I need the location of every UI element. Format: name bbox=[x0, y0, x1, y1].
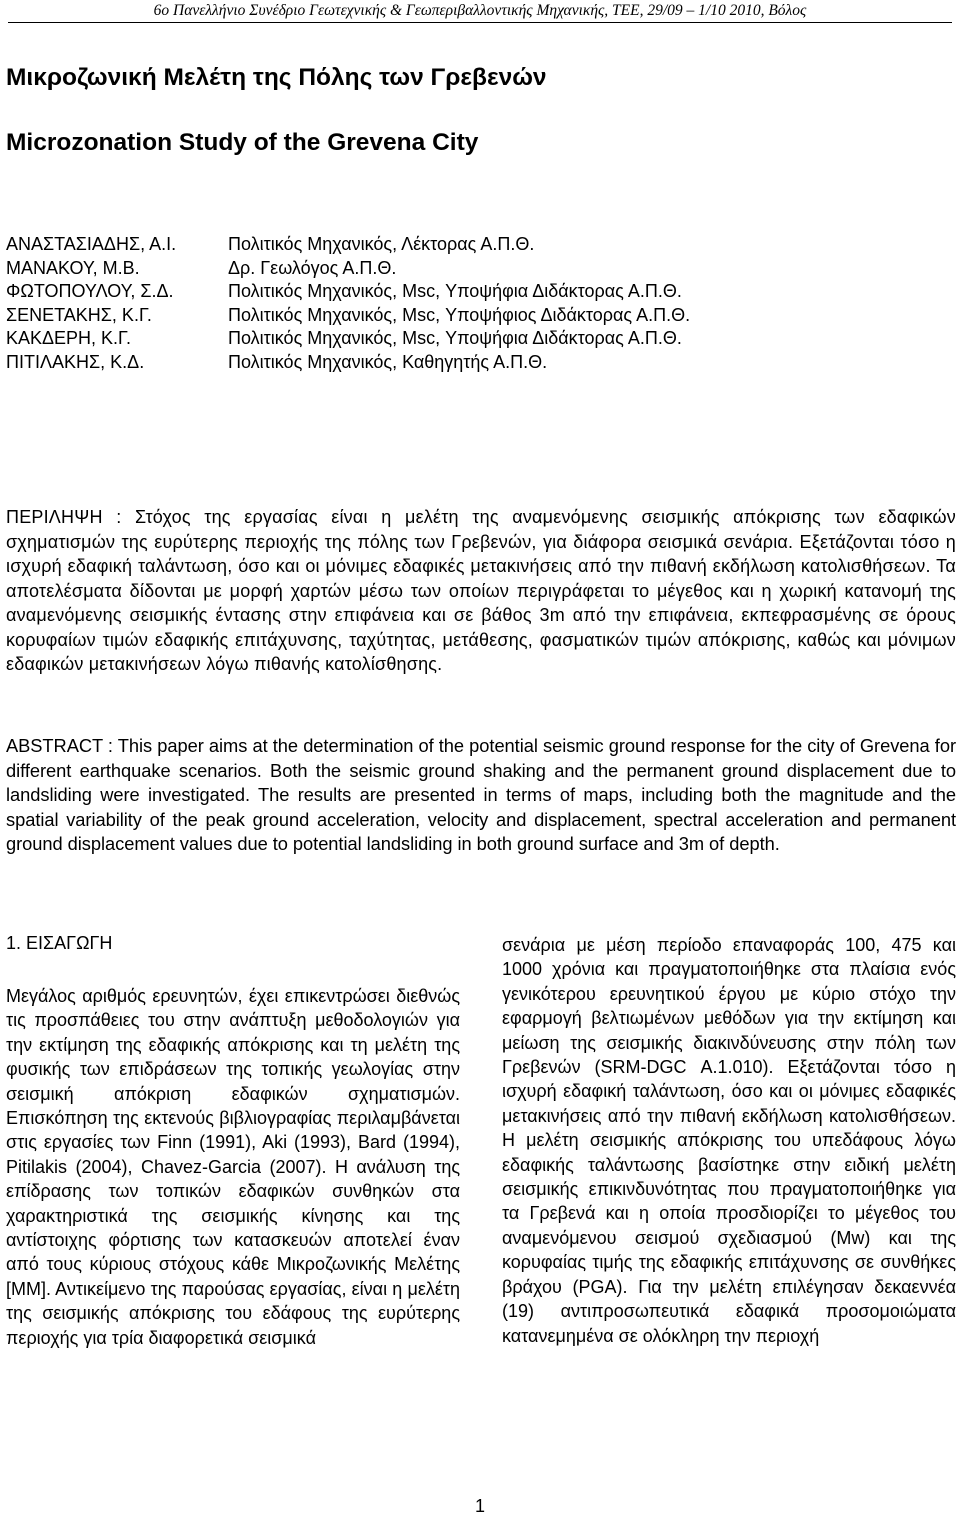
author-row bbox=[6, 280, 690, 304]
header-rule bbox=[8, 22, 952, 23]
abstract-greek: ΠΕΡΙΛΗΨΗ : Στόχος της εργασίας είναι η μελέτη της αναμενόμενης σεισμικής απόκρισης των εδαφικών σχηματισμών της ευρύτερης περιοχής της πόλης των Γρεβενών, για διάφορα σεισμικά σενάρια. Εξετάζονται τόσο η ισχυρή εδαφική ταλάντωση, όσο και οι μόνιμες εδαφικές μετακινήσεις από την πιθανή εκδήλωση κατολισθήσεων. Τα αποτελέσματα δίδονται με μορφή χαρτών μέσω των οποίων περιγράφεται το μέγεθος και η χωρική κατανομή της αναμενόμενης σεισμικής έντασης στην επιφάνεια και σε βάθος 3m από την επιφάνεια, εκπεφρασμένης σε όρους κορυφαίων τιμών εδαφικής επιτάχυνσης, ταχύτητας, μετάθεσης, φασματικών τιμών απόκρισης, καθώς και μόνιμων εδαφικών μετακινήσεων λόγω πιθανής κατολίσθησης. bbox=[6, 507, 956, 674]
author-row bbox=[6, 304, 690, 328]
author-affiliation: Πολιτικός Μηχανικός, Msc, Υποψήφιος Διδάκτορας Α.Π.Θ. bbox=[228, 304, 691, 325]
author-row bbox=[6, 351, 690, 375]
section-title-introduction: 1. ΕΙΣΑΓΩΓΗ bbox=[6, 933, 113, 953]
author-name: ΚΑΚΔΕΡΗ, Κ.Γ. bbox=[6, 328, 131, 348]
author-affiliation: Πολιτικός Μηχανικός, Λέκτορας Α.Π.Θ. bbox=[228, 234, 535, 254]
author-affiliation: Πολιτικός Μηχανικός, Καθηγητής Α.Π.Θ. bbox=[228, 351, 548, 372]
page-number: 1 bbox=[474, 1496, 485, 1516]
author-affiliation: Πολιτικός Μηχανικός, Msc, Υποψήφια Διδάκτορας Α.Π.Θ. bbox=[228, 328, 682, 348]
body-column-left: Μεγάλος αριθμός ερευνητών, έχει επικεντρώσει διεθνώς τις προσπάθειες του στην ανάπτυξη μεθοδολογιών για την εκτίμηση της εδαφικής απόκρισης και τη μελέτη της φυσικής των επιδράσεων της τοπικής γεωλογίας στην σεισμική απόκριση εδαφικών σχηματισμών. Επισκόπηση της εκτενούς βιβλιογραφίας περιλαμβάνεται στις εργασίες των Finn (1991), Aki (1993), Bard (1994), Pitilakis (2004), Chavez-Garcia (2007). Η ανάλυση της επίδρασης των τοπικών εδαφικών συνθηκών στα χαρακτηριστικά της σεισμικής κίνησης και της αντίστοιχης φόρτισης των κατασκευών αποτελεί έναν από τους κύριους στόχους κάθε Μικροζωνικής Μελέτης [ΜΜ]. Αντικείμενο της παρούσας εργασίας, είναι η μελέτη της σεισμικής απόκρισης του εδάφους της ευρύτερης περιοχής για τρία διαφορετικά σεισμικά bbox=[6, 986, 460, 1348]
author-affiliation: Δρ. Γεωλόγος Α.Π.Θ. bbox=[228, 257, 397, 278]
author-name: ΣΕΝΕΤΑΚΗΣ, Κ.Γ. bbox=[6, 304, 152, 325]
author-affiliation: Πολιτικός Μηχανικός, Msc, Υποψήφια Διδάκτορας Α.Π.Θ. bbox=[228, 281, 682, 301]
author-name: ΦΩΤΟΠΟΥΛΟΥ, Σ.Δ. bbox=[6, 281, 174, 301]
running-header: 6ο Πανελλήνιο Συνέδριο Γεωτεχνικής & Γεωπεριβαλλοντικής Μηχανικής, ΤΕΕ, 29/09 – 1/10 2010, Βόλος bbox=[153, 2, 807, 19]
body-column-right: σενάρια με μέση περίοδο επαναφοράς 100, 475 και 1000 χρόνια και πραγματοποιήθηκε στα πλαίσια ενός γενικότερου ερευνητικού έργου με κύριο στόχο την εφαρμογή βελτιωμένων μεθόδων για την εκτίμηση και μείωση της σεισμικής διακινδύνευσης στην πόλη των Γρεβενών (SRM-DGC Α.1.010). Εξετάζονται τόσο η ισχυρή εδαφική ταλάντωση, όσο και οι μόνιμες εδαφικές μετακινήσεις από την πιθανή εκδήλωση κατολισθήσεων. Η μελέτη σεισμικής απόκρισης του υπεδάφους λόγω εδαφικής ταλάντωσης βασίστηκε στην ειδική μελέτη σεισμικής επικινδυνότητας που πραγματοποιήθηκε για τα Γρεβενά και η οποία προσδιορίζει το μέγεθος του αναμενόμενου σεισμού σχεδιασμού (Mw) και της κορυφαίας τιμής της εδαφικής επιτάχυνσης σε συνθήκες βράχου (PGA). Για την μελέτη επιλέγησαν δεκαεννέα (19) αντιπροσωπευτικά εδαφικά προσομοιώματα κατανεμημένα σε ολόκληρη την περιοχή bbox=[502, 935, 956, 1346]
author-row bbox=[6, 233, 690, 257]
author-list bbox=[6, 233, 690, 374]
paper-title-greek: Μικροζωνική Μελέτη της Πόλης των Γρεβενών bbox=[6, 64, 547, 91]
abstract-english: ABSTRACT : This paper aims at the determination of the potential seismic ground response for the city of Grevena for different earthquake scenarios. Both the seismic ground shaking and the permanent ground displacement due to landsliding were investigated. The results are presented in terms of maps, including both the magnitude and the spatial variability of the peak ground acceleration, velocity and displacement, spectral acceleration and permanent ground displacement values due to potential landsliding in both ground surface and 3m of depth. bbox=[6, 735, 956, 854]
author-row bbox=[6, 257, 690, 281]
paper-title-english: Microzonation Study of the Grevena City bbox=[6, 129, 479, 156]
author-name: ΜΑΝΑΚΟΥ, Μ.Β. bbox=[6, 257, 140, 278]
author-name: ΠΙΤΙΛΑΚΗΣ, Κ.Δ. bbox=[6, 351, 145, 372]
author-row bbox=[6, 327, 690, 351]
author-name: ΑΝΑΣΤΑΣΙΑΔΗΣ, Α.Ι. bbox=[6, 234, 177, 254]
